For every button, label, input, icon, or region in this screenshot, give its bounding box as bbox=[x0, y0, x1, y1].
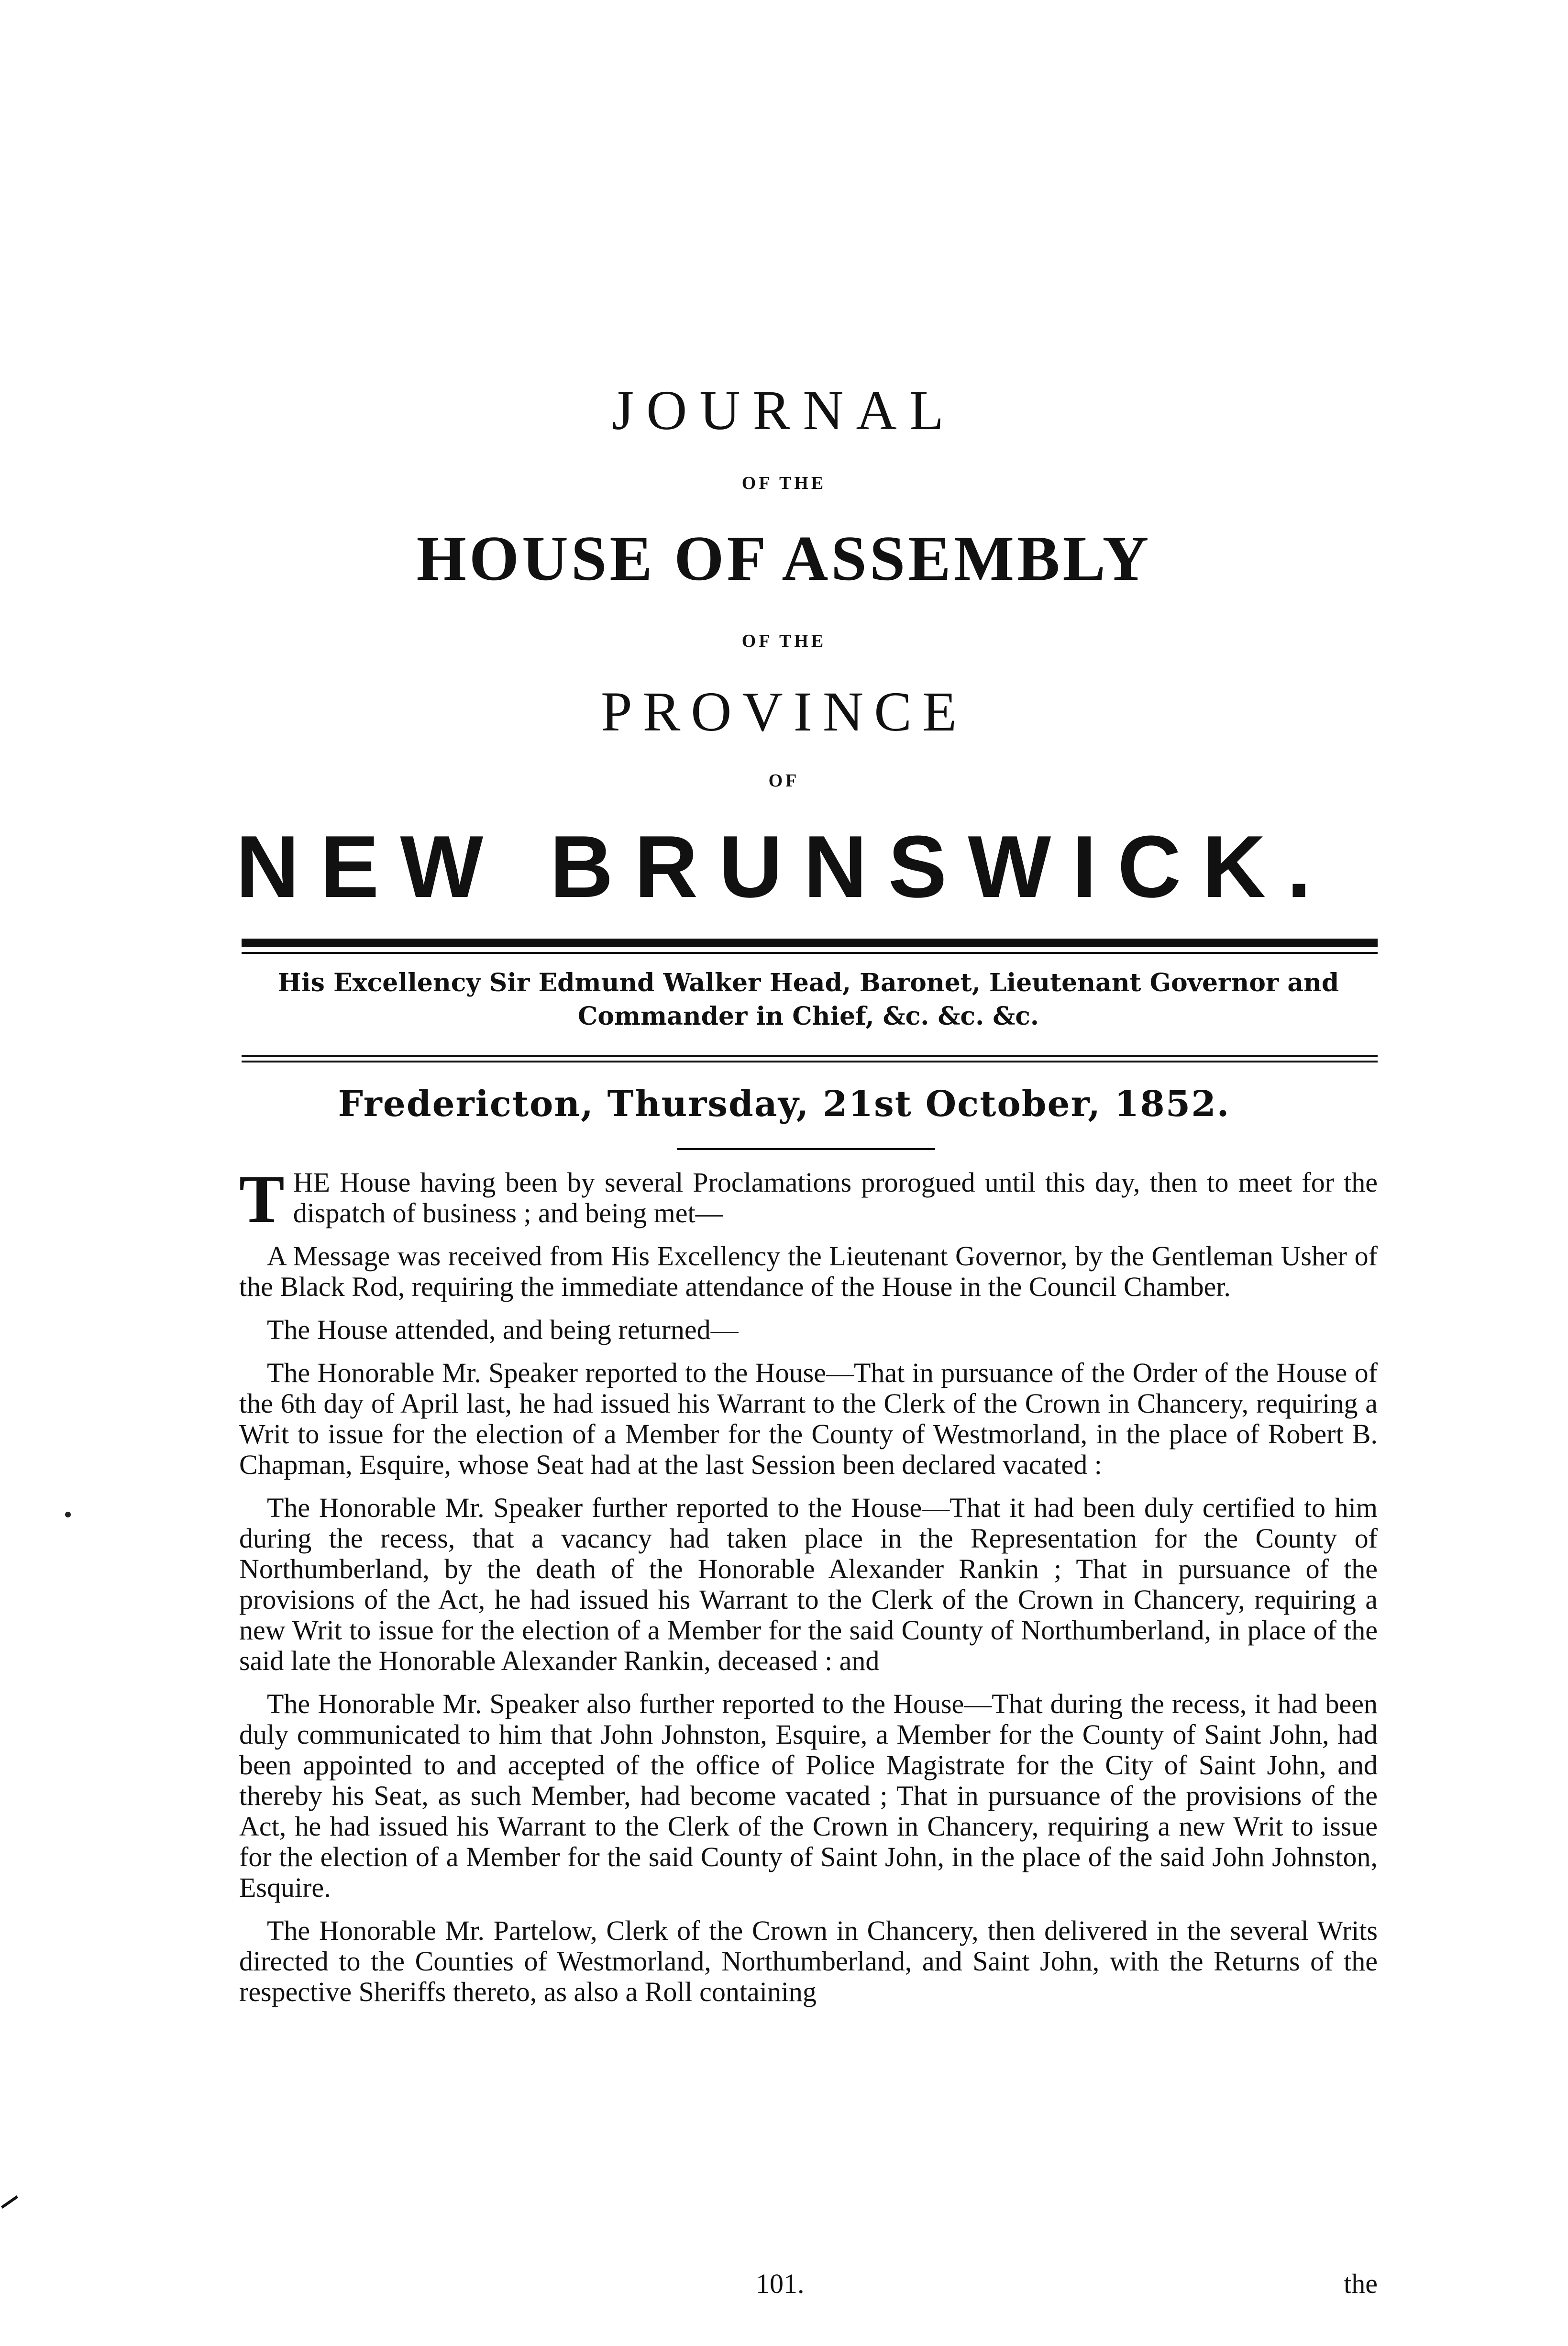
dateline-rule bbox=[677, 1148, 935, 1150]
governor-rule-top bbox=[242, 1055, 1378, 1057]
margin-mark bbox=[1, 2195, 18, 2209]
title-of-the-1: OF THE bbox=[741, 473, 827, 493]
ink-speck bbox=[65, 1512, 71, 1517]
heading-rule-thick bbox=[242, 939, 1378, 947]
title-house-of-assembly: HOUSE OF ASSEMBLY bbox=[416, 523, 1152, 594]
paragraph-speaker-report-2: The Honorable Mr. Speaker further reported to the House—That it had been duly certified to him during the recess, that a vacancy had taken place in the Representation for the County of Northumberland, by the death of the Honorable Alexander Rankin ; That in pursuance of the provisions of the Act, he had issued his Warrant to the Clerk of the Crown in Chancery, requiring a new Writ to issue for the election of a Member for the said County of Northumberland, in place of the said late the Honorable Alexander Rankin, deceased : and bbox=[239, 1492, 1378, 1676]
page-number: 101. bbox=[756, 2268, 805, 2299]
title-new-brunswick: NEW BRUNSWICK. bbox=[235, 817, 1333, 916]
title-of-the-2: OF THE bbox=[741, 631, 827, 651]
paragraph-speaker-report-3: The Honorable Mr. Speaker also further reported to the House—That during the recess, it had been duly communicated to him that John Johnston, Esquire, a Member for the County of Saint John, had been appointed to and accepted of the office of Police Magistrate for the City of Saint John, and thereby his Seat, as such Member, had become vacated ; That in pursuance of the provisions of the Act, he had issued his Warrant to the Clerk of the Crown in Chancery, requiring a new Writ to issue for the election of a Member for the said County of Saint John, in the place of the said John Johnston, Esquire. bbox=[239, 1688, 1378, 1903]
catchword: the bbox=[1344, 2268, 1378, 2299]
journal-body bbox=[239, 1161, 1378, 2020]
paragraph-opening bbox=[239, 1161, 1378, 1237]
heading-rule-thin bbox=[242, 952, 1378, 954]
paragraph-writs-delivered: The Honorable Mr. Partelow, Clerk of the Crown in Chancery, then delivered in the several Writs directed to the Counties of Westmorland, Northumberland, and Saint John, with the Returns of the respective Sheriffs thereto, as also a Roll containing bbox=[239, 1915, 1378, 2007]
title-of: OF bbox=[768, 771, 800, 791]
drop-cap: T bbox=[239, 1161, 285, 1237]
title-journal: JOURNAL bbox=[612, 379, 956, 442]
paragraph-speaker-report-1: The Honorable Mr. Speaker reported to the House—That in pursuance of the Order of the House of the 6th day of April last, he had issued his Warrant to the Clerk of the Crown in Chancery, requiring a Writ to issue for the election of a Member for the County of Westmorland, in the place of Robert B. Chapman, Esquire, whose Seat had at the last Session been declared vacated : bbox=[239, 1357, 1378, 1480]
governor-line: His Excellency Sir Edmund Walker Head, Baronet, Lieutenant Governor and Commander in Chief, &c. &c. &c. bbox=[277, 968, 1339, 1031]
dateline: Fredericton, Thursday, 21st October, 1852. bbox=[338, 1084, 1230, 1125]
paragraph-attended: The House attended, and being returned— bbox=[267, 1314, 739, 1345]
paragraph-opening-text: HE House having been by several Proclamations prorogued until this day, then to meet for the dispatch of business ; and being met— bbox=[293, 1167, 1378, 1228]
governor-rule-bottom bbox=[242, 1061, 1378, 1062]
title-province: PROVINCE bbox=[600, 680, 968, 743]
paragraph-message: A Message was received from His Excellency the Lieutenant Governor, by the Gentleman Usher of the Black Rod, requiring the immediate attendance of the House in the Council Chamber. bbox=[239, 1240, 1378, 1302]
